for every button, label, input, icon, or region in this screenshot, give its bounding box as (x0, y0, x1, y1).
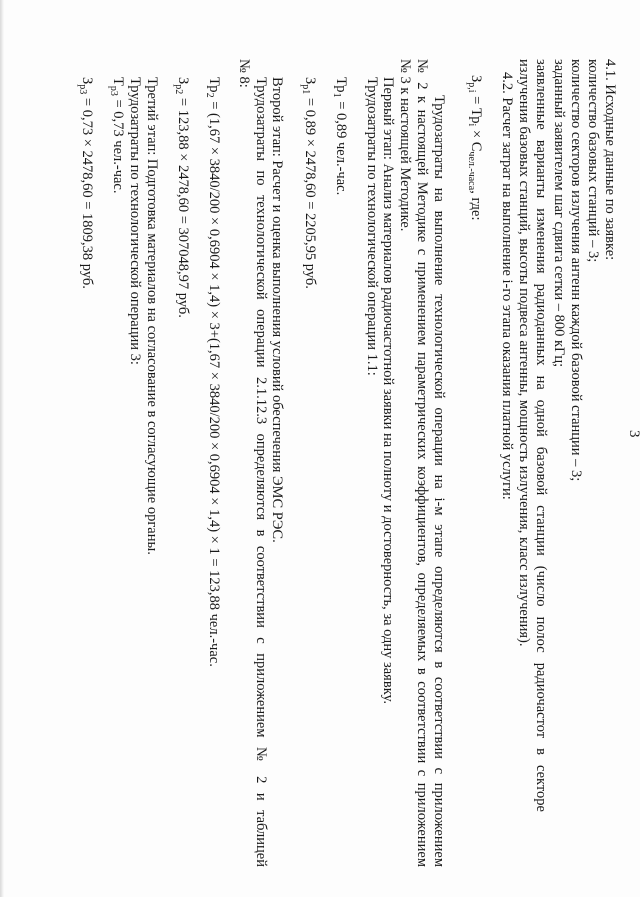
stage-1-z: $З_{р1} = 0,89 \times 2478,60 = 2205,95$ руб. (300, 77, 318, 289)
section-4-1-variants-line1: заявленные варианты изменения радиоданных на одной базовой станции (число полос радиочастот в секторе (533, 59, 549, 812)
stage-3-labor-intro: Трудозатраты по технологической операции 3: (127, 77, 143, 365)
page-number: 3 (626, 430, 642, 438)
stage-3-z: $З_{р3} = 0,73 \times 2478,60 = 1809,38$ руб. (77, 77, 95, 289)
stage-2-tr: $Тр_2 = (1,67 \times 3840/200 \times 0,6904 \times 1,4) \times 3+(1,67 \times 3840/200 \times 0,6904 \times 1,4) \times 1 = 123,88$ чел.-час. (204, 77, 222, 667)
labor-text-line1: Трудозатраты на выполнение технологической операции на i-м этапе определяются в соответствии с приложением (431, 95, 447, 867)
section-4-2-title: 4.2. Расчет затрат на выполнение i-го этапа оказания платной услуги: (499, 72, 515, 500)
formula-main-c: × С (468, 126, 484, 152)
formula-main-z: З (468, 75, 484, 83)
formula-main (463, 75, 485, 221)
formula-main-eq: = Тр (468, 92, 484, 124)
labor-text-line2: № 2 к настоящей Методике с применением параметрических коэффициентов, определяемых в соответствии с приложением (414, 59, 430, 867)
stage-2-title: Второй этап: Расчет и оценка выполнения условий обеспечения ЭМС РЭС. (269, 77, 285, 543)
stage-1-labor-intro: Трудозатраты по технологической операции 1.1: (364, 77, 380, 376)
stage-1-tr: $Тр_1 = 0,89$ чел.-час. (331, 77, 349, 196)
section-4-1-grid-step: заданный заявителем шаг сдвига сетки – 800 кГц; (551, 59, 567, 368)
stage-2-labor-intro-line2: № 8: (236, 59, 252, 88)
stage-2-labor-intro-line1: Трудозатраты по технологической операции 2.1.12.3 определяются в соответствии с приложением № 2 и таблицей (253, 77, 269, 867)
stage-3-title: Третий этап: Подготовка материалов на согласование в согласующие органы. (144, 77, 160, 555)
formula-main-z-sub: р,i (466, 82, 477, 93)
formula-main-c-sub: чел.-часа (466, 151, 477, 191)
section-4-1-variants-line2: излучения базовых станций, высоты подвеса антенны, мощность излучения, класс излучения). (516, 59, 532, 647)
formula-main-eq-sub: i (466, 123, 477, 127)
labor-text-line3: № 3 к настоящей Методике. (397, 59, 413, 232)
section-4-1-sectors: количество секторов излучения антенн каждой базовой станции – 3; (568, 59, 584, 482)
section-4-1-title: 4.1. Исходные данные по заявке: (602, 59, 618, 261)
section-4-1-stations: количество базовых станций – 3; (585, 59, 601, 263)
stage-3-tr: $Т_{р3} = 0,73$ чел.-час. (108, 77, 126, 194)
stage-1-title: Первый этап: Анализ материалов радиочастотной заявки на полноту и достоверность, за одну заявку. (380, 77, 396, 704)
formula-main-tail: , где: (468, 190, 484, 221)
stage-2-z: $З_{р2} = 123,88 \times 2478,60 = 307048,97$ руб. (173, 77, 191, 318)
